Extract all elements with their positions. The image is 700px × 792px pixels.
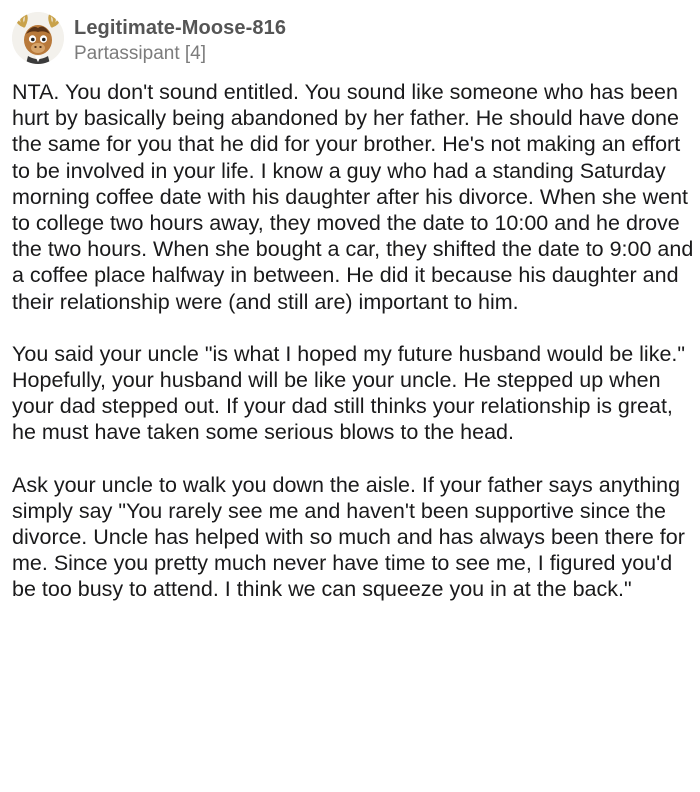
comment-header — [12, 12, 286, 66]
moose-avatar-icon — [12, 12, 64, 64]
comment-paragraph: You said your uncle "is what I hoped my future husband would be like." Hopefully, your husband will be like your uncle. He stepped up when your dad stepped out. If your dad still thinks your relationship is great, he must have taken some serious blows to the head. — [12, 341, 686, 445]
avatar[interactable] — [12, 12, 64, 64]
comment-paragraph: NTA. You don't sound entitled. You sound like someone who has been hurt by basically being abandoned by her father. He should have done the same for you that he did for your brother. He's not making an effort to be involved in your life. I know a guy who had a standing Saturday morning coffee date with his daughter after his divorce. When she went to college two hours away, they moved the date to 10:00 and he drove the two hours. When she bought a car, they shifted the date to 9:00 and a coffee place halfway in between. He did it because his daughter and their relationship were (and still are) important to him. — [12, 80, 694, 314]
comment-paragraph: Ask your uncle to walk you down the aisle. If your father says anything simply say "You rarely see me and haven't been supportive since the divorce. Uncle has helped with so much and has always been there for me. Since you pretty much never have time to see me, I figured you'd be too busy to attend. I think we can squeeze you in at the back." — [12, 472, 685, 602]
comment-body — [12, 79, 696, 629]
username[interactable]: Legitimate-Moose-816 — [74, 17, 287, 39]
user-meta — [74, 12, 286, 66]
user-flair: Partassipant [4] — [74, 43, 207, 64]
